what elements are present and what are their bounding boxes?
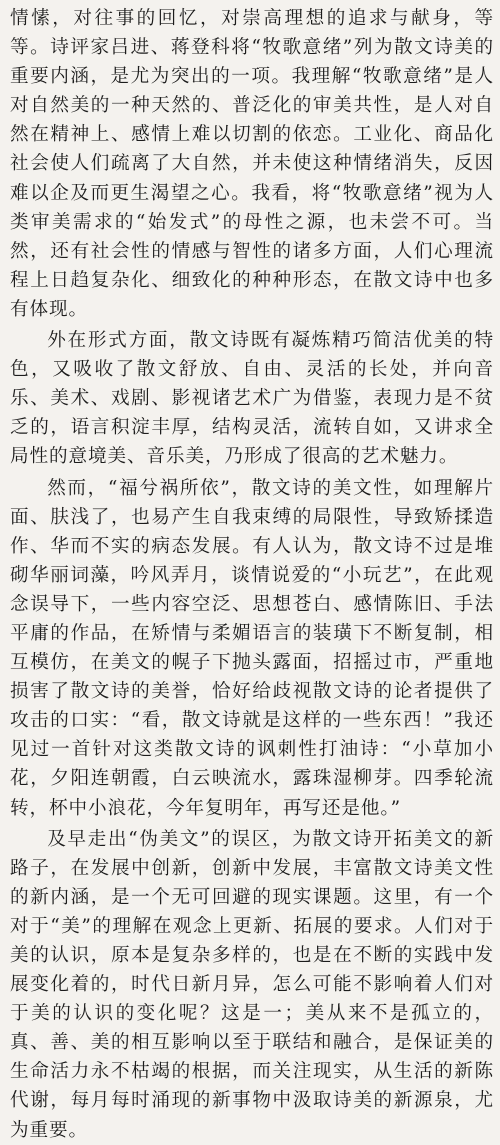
paragraph-3: 然而，“福兮祸所依”，散文诗的美文性，如理解片面、肤浅了，也易产生自我束缚的局限性，导致矫揉造作、华而不实的病态发展。有人认为，散文诗不过是堆砌华丽词藻，吟风弄月，谈情说爱的“小玩艺”，在此观念误导下，一些内容空泛、思想苍白、感情陈旧、手法平庸的作品，在矫情与柔媚语言的装璜下不断复制，相互模仿，在美文的幌子下抛头露面，招摇过市，严重地损害了散文诗的美誉，恰好给歧视散文诗的论者提供了攻击的口实：“看，散文诗就是这样的一些东西！”我还见过一首针对这类散文诗的讽刺性打油诗：“小草加小花，夕阳连朝霞，白云映流水，露珠湿柳芽。四季轮流转，杯中小浪花，今年复明年，再写还是他。” [10, 477, 494, 819]
paragraph-2: 外在形式方面，散文诗既有凝炼精巧简洁优美的特色，又吸收了散文舒放、自由、灵活的长处，并向音乐、美术、戏剧、影视诸艺术广为借鉴，表现力是不贫乏的，语言积淀丰厚，结构灵活，流转自如，又讲求全局性的意境美、音乐美，乃形成了很高的艺术魅力。 [10, 330, 494, 468]
paragraph-4: 及早走出“伪美文”的误区，为散文诗开拓美文的新路子，在发展中创新，创新中发展，丰富散文诗美文性的新内涵，是一个无可回避的现实课题。这里，有一个对于“美”的理解在观念上更新、拓展的要求。人们对于美的认识，原本是复杂多样的，也是在不断的实践中发展变化着的，时代日新月异，怎么可能不影响着人们对于美的认识的变化呢？这是一；美从来不是孤立的，真、善、美的相互影响以至于联结和融合，是保证美的生命活力永不枯竭的根据，而关注现实，从生活的新陈代谢，每月每时涌现的新事物中汲取诗美的新源泉，尤为重要。 [10, 828, 494, 1141]
paragraph-1: 情愫，对往事的回忆，对崇高理想的追求与献身，等等。诗评家吕进、蒋登科将“牧歌意绪”列为散文诗美的重要内涵，是尤为突出的一项。我理解“牧歌意绪”是人对自然美的一种天然的、普泛化的审美共性，是人对自然在精神上、感情上难以切割的依恋。工业化、商品化社会使人们疏离了大自然，并未使这种情绪消失，反因难以企及而更生渴望之心。我看，将“牧歌意绪”视为人类审美需求的“始发式”的母性之源，也未尝不可。当然，还有社会性的情感与智性的诸多方面，人们心理流程上日趋复杂化、细致化的种种形态，在散文诗中也多有体现。 [10, 8, 494, 320]
